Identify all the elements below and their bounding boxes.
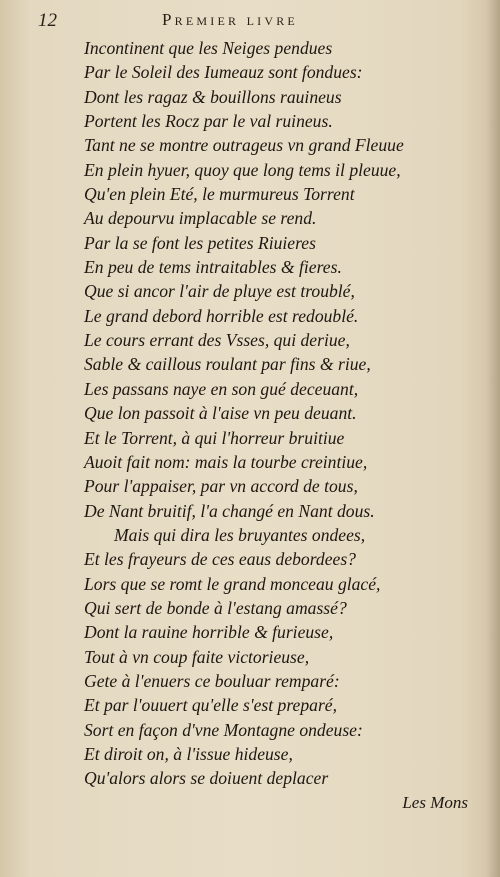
verse-line: Et le Torrent, à qui l'horreur bruitiue: [84, 427, 345, 448]
verse-line: Gete à l'enuers ce bouluar remparé:: [84, 670, 340, 691]
verse-line: Par le Soleil des Iumeauz sont fondues:: [84, 62, 363, 83]
verse-line-indented: Mais qui dira les bruyantes ondees,: [114, 524, 366, 545]
verse-line: Au depourvu implacable se rend.: [84, 208, 317, 229]
verse-line: De Nant bruitif, l'a changé en Nant dous.: [84, 500, 375, 521]
verse-line: Qu'alors alors se doiuent deplacer: [84, 768, 329, 789]
gutter-shadow: [486, 0, 500, 877]
catchword: Les Mons: [402, 793, 468, 812]
verse-line: Portent les Rocz par le val ruineus.: [84, 111, 333, 132]
verse-line: Par la se font les petites Riuieres: [84, 232, 316, 253]
verse-line: Sable & caillous roulant par fins & riue,: [84, 354, 371, 375]
verse-line: Sort en façon d'vne Montagne ondeuse:: [84, 719, 363, 740]
verse-line: Tant ne se montre outrageus vn grand Fleuue: [84, 135, 404, 156]
verse-line: En plein hyuer, quoy que long tems il pleuue,: [84, 159, 401, 180]
verse-line: Et les frayeurs de ces eaus debordees?: [84, 549, 356, 570]
verse-line: Que si ancor l'air de pluye est troublé,: [84, 281, 355, 302]
verse-line: Dont les ragaz & bouillons rauineus: [84, 86, 342, 107]
verse-line: Le cours errant des Vsses, qui deriue,: [84, 330, 350, 351]
verse-line: Que lon passoit à l'aise vn peu deuant.: [84, 403, 357, 424]
verse-line: Et par l'ouuert qu'elle s'est preparé,: [84, 695, 338, 716]
running-head: Premier livre: [162, 10, 298, 29]
verse-line: En peu de tems intraitables & fieres.: [84, 257, 342, 278]
verse-line: Dont la rauine horrible & furieuse,: [84, 622, 334, 643]
verse-line: Le grand debord horrible est redoublé.: [84, 305, 359, 326]
verse-line: Les passans naye en son gué deceuant,: [84, 378, 359, 399]
verse-line: Et diroit on, à l'issue hideuse,: [84, 743, 293, 764]
poem-text: [84, 36, 474, 791]
verse-line: Pour l'appaiser, par vn accord de tous,: [84, 476, 358, 497]
verse-line: Qui sert de bonde à l'estang amassé?: [84, 597, 347, 618]
verse-line: Lors que se romt le grand monceau glacé,: [84, 573, 381, 594]
verse-line: Auoit fait nom: mais la tourbe creintiue,: [84, 451, 368, 472]
verse-line: Tout à vn coup faite victorieuse,: [84, 646, 310, 667]
verse-line: Qu'en plein Eté, le murmureus Torrent: [84, 184, 355, 205]
verse-line: Incontinent que les Neiges pendues: [84, 38, 333, 58]
page-number: 12: [38, 10, 57, 31]
page-header: [38, 8, 480, 34]
